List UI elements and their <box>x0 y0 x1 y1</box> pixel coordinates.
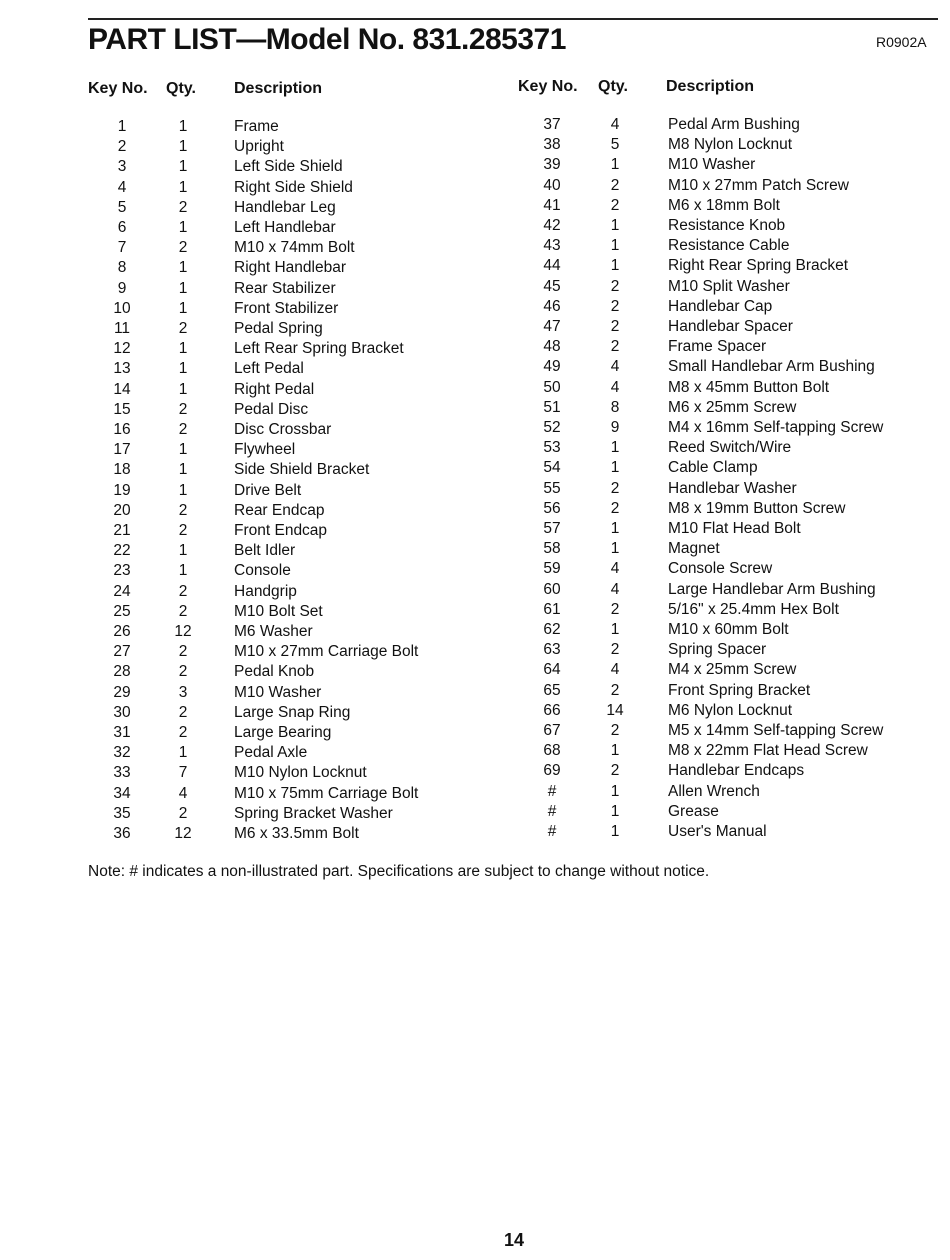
table-row <box>88 825 528 845</box>
qty-cell: 1 <box>610 156 620 174</box>
key-no-cell: 24 <box>113 582 131 600</box>
description-cell: Drive Belt <box>234 481 302 499</box>
key-no-cell: 44 <box>543 257 561 275</box>
description-cell: Handlebar Leg <box>234 198 336 216</box>
key-no-cell: 38 <box>543 136 561 154</box>
description-cell: Handlebar Endcaps <box>668 762 805 780</box>
table-row <box>88 724 528 744</box>
key-no-cell: 47 <box>543 318 561 335</box>
table-row <box>518 742 950 762</box>
table-row <box>88 764 528 784</box>
qty-cell: 1 <box>610 823 620 840</box>
description-cell: Right Side Shield <box>234 178 353 196</box>
description-cell: M10 x 27mm Carriage Bolt <box>234 643 419 661</box>
key-no-cell: 33 <box>113 764 131 782</box>
key-no-cell: 30 <box>113 703 131 721</box>
table-row <box>88 401 528 421</box>
description-cell: Pedal Spring <box>234 320 323 337</box>
table-row <box>88 320 528 340</box>
description-cell: Spring Spacer <box>668 641 767 659</box>
description-cell: M8 x 22mm Flat Head Screw <box>668 742 868 760</box>
table-row <box>88 482 528 502</box>
key-no-header: Key No. <box>518 78 578 95</box>
table-row <box>518 581 950 601</box>
description-cell: M10 Split Washer <box>668 277 790 295</box>
key-no-cell: 51 <box>543 398 561 416</box>
key-no-cell: 15 <box>113 400 131 418</box>
qty-cell: 1 <box>178 542 188 560</box>
description-cell: Left Handlebar <box>234 219 336 236</box>
description-cell: M8 Nylon Locknut <box>668 136 793 154</box>
table-row <box>88 663 528 683</box>
table-row <box>518 601 950 621</box>
table-row <box>518 661 950 681</box>
qty-cell: 1 <box>178 441 188 459</box>
table-row <box>88 522 528 542</box>
description-cell: Left Side Shield <box>234 158 343 176</box>
key-no-cell: 66 <box>543 701 561 719</box>
qty-cell: 2 <box>178 421 188 438</box>
description-cell: M10 Washer <box>668 156 756 174</box>
qty-cell: 1 <box>178 158 188 176</box>
key-no-cell: 32 <box>113 744 131 762</box>
key-no-cell: 2 <box>117 138 127 156</box>
description-cell: Front Spring Bracket <box>668 681 811 699</box>
description-cell: M6 Nylon Locknut <box>668 701 793 719</box>
table-row <box>88 300 528 320</box>
table-row <box>88 684 528 704</box>
qty-cell: 12 <box>174 623 192 640</box>
key-no-cell: 4 <box>117 178 127 196</box>
description-cell: Handgrip <box>234 582 297 600</box>
description-cell: M6 x 18mm Bolt <box>668 196 780 214</box>
qty-cell: 1 <box>610 459 620 477</box>
qty-cell: 1 <box>178 259 188 277</box>
key-no-cell: 13 <box>113 360 131 378</box>
page-title: PART LIST—Model No. 831.285371 <box>88 23 566 56</box>
description-cell: Rear Endcap <box>234 501 325 519</box>
qty-cell: 2 <box>178 663 188 681</box>
description-cell: Left Rear Spring Bracket <box>234 340 404 358</box>
description-cell: Rear Stabilizer <box>234 279 336 297</box>
table-row <box>518 520 950 540</box>
description-cell: M8 x 19mm Button Screw <box>668 499 846 517</box>
table-row <box>88 744 528 764</box>
qty-cell: 1 <box>178 219 188 236</box>
qty-cell: 9 <box>610 419 620 436</box>
table-row <box>518 197 950 217</box>
key-no-cell: 65 <box>543 681 561 699</box>
description-cell: M5 x 14mm Self-tapping Screw <box>668 722 884 739</box>
footnote: Note: # indicates a non-illustrated part. Specifications are subject to change without notice. <box>88 863 710 880</box>
qty-cell: 1 <box>610 742 620 760</box>
table-row <box>518 762 950 782</box>
table-row <box>518 823 950 843</box>
description-cell: Pedal Disc <box>234 400 309 418</box>
description-cell: M10 Nylon Locknut <box>234 764 367 782</box>
description-cell: Resistance Cable <box>668 237 790 255</box>
description-cell: Reed Switch/Wire <box>668 439 792 457</box>
key-no-cell: # <box>547 823 557 840</box>
header-rule <box>88 18 938 20</box>
description-cell: Console <box>234 562 291 580</box>
table-row <box>88 179 528 199</box>
qty-cell: 1 <box>178 744 188 762</box>
table-row <box>518 702 950 722</box>
key-no-cell: 45 <box>543 277 561 295</box>
table-row <box>518 177 950 197</box>
key-no-cell: 59 <box>543 560 561 578</box>
table-row <box>88 441 528 461</box>
qty-cell: 2 <box>610 196 620 214</box>
qty-cell: 2 <box>178 522 188 539</box>
table-row <box>518 298 950 318</box>
key-no-cell: 14 <box>113 380 131 398</box>
qty-cell: 2 <box>178 198 188 216</box>
description-cell: Right Handlebar <box>234 259 347 277</box>
description-cell: Magnet <box>668 540 720 558</box>
qty-cell: 1 <box>178 279 188 297</box>
qty-cell: 2 <box>178 703 188 721</box>
key-no-cell: 68 <box>543 742 561 760</box>
description-cell: Resistance Knob <box>668 217 786 234</box>
qty-cell: 1 <box>178 562 188 580</box>
key-no-cell: 7 <box>117 239 127 257</box>
key-no-cell: 57 <box>543 520 561 537</box>
table-row <box>518 217 950 237</box>
description-cell: Pedal Axle <box>234 744 308 762</box>
key-no-cell: 46 <box>543 297 561 315</box>
qty-cell: 1 <box>610 802 620 820</box>
qty-cell: 1 <box>610 257 620 275</box>
table-row <box>518 641 950 661</box>
qty-cell: 4 <box>610 116 620 133</box>
description-cell: Handlebar Cap <box>668 297 773 315</box>
key-no-cell: 10 <box>113 299 131 317</box>
table-row <box>518 318 950 338</box>
document-code: R0902A <box>876 34 927 50</box>
description-cell: M6 x 33.5mm Bolt <box>234 825 359 842</box>
key-no-cell: 11 <box>113 320 131 337</box>
qty-cell: 2 <box>610 176 620 194</box>
key-no-cell: 63 <box>543 641 561 659</box>
table-row <box>518 439 950 459</box>
qty-cell: 4 <box>610 358 620 376</box>
key-no-cell: 67 <box>543 722 561 739</box>
qty-cell: 1 <box>610 520 620 537</box>
table-row <box>518 480 950 500</box>
description-cell: M6 x 25mm Screw <box>668 398 797 416</box>
key-no-cell: 69 <box>543 762 561 780</box>
qty-cell: 4 <box>610 661 620 679</box>
key-no-cell: 35 <box>113 804 131 822</box>
description-cell: Allen Wrench <box>668 782 760 800</box>
qty-cell: 1 <box>610 439 620 457</box>
description-cell: Right Rear Spring Bracket <box>668 257 849 275</box>
qty-cell: 2 <box>178 320 188 337</box>
key-no-cell: 58 <box>543 540 561 558</box>
description-cell: Disc Crossbar <box>234 421 332 438</box>
table-row <box>88 562 528 582</box>
qty-cell: 1 <box>610 782 620 800</box>
table-row <box>88 805 528 825</box>
table-row <box>88 381 528 401</box>
qty-cell: 2 <box>610 277 620 295</box>
qty-cell: 2 <box>610 681 620 699</box>
key-no-cell: 16 <box>113 421 131 438</box>
table-row <box>88 461 528 481</box>
key-no-cell: 1 <box>117 118 127 135</box>
table-row <box>518 560 950 580</box>
qty-cell: 1 <box>610 217 620 234</box>
key-no-cell: 19 <box>113 481 131 499</box>
table-row <box>88 643 528 663</box>
key-no-cell: 54 <box>543 459 561 477</box>
table-row <box>518 278 950 298</box>
description-cell: Cable Clamp <box>668 459 758 477</box>
qty-cell: 2 <box>610 479 620 497</box>
description-cell: Console Screw <box>668 560 773 578</box>
key-no-cell: 25 <box>113 602 131 620</box>
qty-cell: 1 <box>178 481 188 499</box>
table-row <box>518 257 950 277</box>
key-no-cell: 27 <box>113 643 131 661</box>
description-cell: Large Snap Ring <box>234 703 351 721</box>
qty-cell: 2 <box>610 641 620 659</box>
key-no-cell: 12 <box>113 340 131 358</box>
table-row <box>518 459 950 479</box>
qty-cell: 1 <box>178 299 188 317</box>
key-no-cell: 50 <box>543 378 561 396</box>
description-cell: Large Bearing <box>234 724 332 741</box>
description-cell: Front Stabilizer <box>234 299 339 317</box>
qty-cell: 4 <box>610 580 620 598</box>
key-no-cell: 9 <box>117 279 127 297</box>
qty-cell: 2 <box>178 724 188 741</box>
description-cell: Spring Bracket Washer <box>234 804 393 822</box>
qty-cell: 1 <box>178 360 188 378</box>
qty-cell: 1 <box>178 118 188 135</box>
qty-cell: 4 <box>178 784 188 802</box>
table-row <box>518 358 950 378</box>
qty-cell: 1 <box>178 380 188 398</box>
key-no-cell: 6 <box>117 219 127 236</box>
key-no-cell: # <box>547 782 557 800</box>
key-no-cell: 61 <box>543 600 561 618</box>
description-cell: Left Pedal <box>234 360 304 378</box>
table-row <box>518 338 950 358</box>
description-cell: Frame Spacer <box>668 338 767 356</box>
key-no-cell: 29 <box>113 683 131 701</box>
key-no-cell: 22 <box>113 542 131 560</box>
description-cell: M10 Washer <box>234 683 322 701</box>
qty-header: Qty. <box>166 80 196 97</box>
qty-cell: 2 <box>610 318 620 335</box>
description-cell: Handlebar Spacer <box>668 318 793 335</box>
qty-cell: 1 <box>178 178 188 196</box>
qty-cell: 2 <box>610 722 620 739</box>
table-row <box>518 237 950 257</box>
qty-cell: 3 <box>178 683 188 701</box>
qty-cell: 2 <box>178 400 188 418</box>
key-no-cell: 53 <box>543 439 561 457</box>
key-no-cell: 48 <box>543 338 561 356</box>
table-row <box>88 138 528 158</box>
description-cell: Front Endcap <box>234 522 328 539</box>
table-row <box>518 500 950 520</box>
key-no-header: Key No. <box>88 80 148 97</box>
key-no-cell: 43 <box>543 237 561 255</box>
description-cell: User's Manual <box>668 823 767 840</box>
key-no-cell: 41 <box>543 196 561 214</box>
key-no-cell: 18 <box>113 461 131 479</box>
description-cell: Pedal Knob <box>234 663 315 681</box>
table-row <box>518 136 950 156</box>
table-row <box>88 421 528 441</box>
description-cell: M10 Flat Head Bolt <box>668 520 801 537</box>
qty-cell: 2 <box>178 582 188 600</box>
table-row <box>518 722 950 742</box>
table-row <box>88 158 528 178</box>
qty-cell: 1 <box>178 340 188 358</box>
description-cell: M10 Bolt Set <box>234 602 323 620</box>
description-cell: Upright <box>234 138 284 156</box>
table-row <box>88 623 528 643</box>
qty-cell: 2 <box>178 501 188 519</box>
description-cell: M4 x 16mm Self-tapping Screw <box>668 419 884 436</box>
table-row <box>518 682 950 702</box>
description-cell: Pedal Arm Bushing <box>668 116 800 133</box>
table-row <box>518 540 950 560</box>
qty-cell: 2 <box>610 499 620 517</box>
qty-cell: 2 <box>178 602 188 620</box>
table-row <box>88 704 528 724</box>
qty-cell: 2 <box>610 762 620 780</box>
qty-cell: 2 <box>178 239 188 257</box>
key-no-cell: 17 <box>113 441 131 459</box>
description-cell: Right Pedal <box>234 380 315 398</box>
table-row <box>88 583 528 603</box>
key-no-cell: 40 <box>543 176 561 194</box>
key-no-cell: 20 <box>113 501 131 519</box>
description-cell: M6 Washer <box>234 623 313 640</box>
table-row <box>88 259 528 279</box>
qty-cell: 2 <box>610 600 620 618</box>
description-cell: 5/16" x 25.4mm Hex Bolt <box>668 600 839 618</box>
description-header: Description <box>234 80 323 97</box>
table-row <box>88 360 528 380</box>
key-no-cell: 55 <box>543 479 561 497</box>
table-row <box>88 239 528 259</box>
key-no-cell: 42 <box>543 217 561 234</box>
qty-cell: 1 <box>610 621 620 638</box>
key-no-cell: 39 <box>543 156 561 174</box>
qty-cell: 2 <box>178 804 188 822</box>
description-cell: Grease <box>668 802 719 820</box>
description-header: Description <box>666 78 755 95</box>
description-cell: M8 x 45mm Button Bolt <box>668 378 830 396</box>
key-no-cell: 49 <box>543 358 561 376</box>
key-no-cell: 21 <box>113 522 131 539</box>
table-row <box>88 603 528 623</box>
table-row <box>88 785 528 805</box>
key-no-cell: 60 <box>543 580 561 598</box>
qty-cell: 1 <box>178 138 188 156</box>
description-cell: M10 x 27mm Patch Screw <box>668 176 849 194</box>
key-no-cell: 26 <box>113 623 131 640</box>
description-cell: Side Shield Bracket <box>234 461 370 479</box>
qty-cell: 2 <box>610 338 620 356</box>
table-row <box>88 542 528 562</box>
description-cell: Small Handlebar Arm Bushing <box>668 358 875 376</box>
qty-cell: 4 <box>610 378 620 396</box>
table-row <box>518 156 950 176</box>
key-no-cell: 3 <box>117 158 127 176</box>
table-row <box>88 280 528 300</box>
qty-cell: 1 <box>610 540 620 558</box>
key-no-cell: # <box>547 802 557 820</box>
key-no-cell: 34 <box>113 784 131 802</box>
qty-cell: 14 <box>606 701 624 719</box>
table-row <box>88 118 528 138</box>
key-no-cell: 5 <box>117 198 127 216</box>
qty-cell: 2 <box>178 643 188 661</box>
qty-header: Qty. <box>598 78 628 95</box>
table-row <box>518 399 950 419</box>
table-row <box>88 199 528 219</box>
qty-cell: 4 <box>610 560 620 578</box>
table-row <box>88 340 528 360</box>
qty-cell: 5 <box>610 136 620 154</box>
table-row <box>518 621 950 641</box>
table-row <box>88 502 528 522</box>
description-cell: Frame <box>234 118 279 135</box>
description-cell: Flywheel <box>234 441 296 459</box>
table-row <box>88 219 528 239</box>
description-cell: Belt Idler <box>234 542 296 560</box>
key-no-cell: 64 <box>543 661 561 679</box>
description-cell: M10 x 74mm Bolt <box>234 239 355 257</box>
key-no-cell: 56 <box>543 499 561 517</box>
table-row <box>518 116 950 136</box>
table-row <box>518 803 950 823</box>
qty-cell: 7 <box>178 764 188 782</box>
table-row <box>518 379 950 399</box>
qty-cell: 12 <box>174 825 192 842</box>
key-no-cell: 28 <box>113 663 131 681</box>
key-no-cell: 52 <box>543 419 561 436</box>
description-cell: M10 x 75mm Carriage Bolt <box>234 784 419 802</box>
qty-cell: 1 <box>178 461 188 479</box>
qty-cell: 1 <box>610 237 620 255</box>
key-no-cell: 31 <box>113 724 131 741</box>
qty-cell: 8 <box>610 398 620 416</box>
key-no-cell: 62 <box>543 621 561 638</box>
key-no-cell: 36 <box>113 825 131 842</box>
description-cell: Large Handlebar Arm Bushing <box>668 580 876 598</box>
description-cell: M4 x 25mm Screw <box>668 661 797 679</box>
key-no-cell: 37 <box>543 116 561 133</box>
table-row <box>518 419 950 439</box>
table-row <box>518 783 950 803</box>
description-cell: M10 x 60mm Bolt <box>668 621 789 638</box>
key-no-cell: 23 <box>113 562 131 580</box>
page-number: 14 <box>503 1230 525 1250</box>
key-no-cell: 8 <box>117 259 127 277</box>
qty-cell: 2 <box>610 297 620 315</box>
description-cell: Handlebar Washer <box>668 479 797 497</box>
